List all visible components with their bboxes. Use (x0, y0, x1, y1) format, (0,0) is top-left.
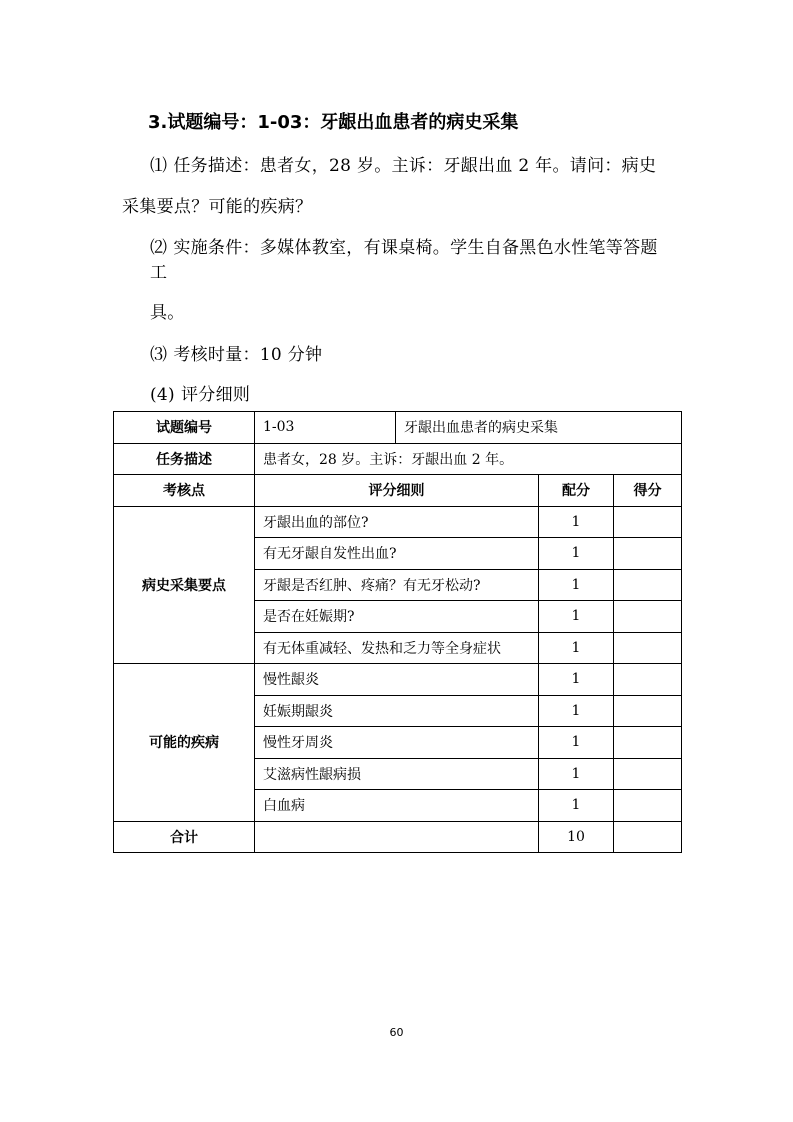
question-id-code: 1-03 (255, 412, 396, 444)
rule-text: 白血病 (255, 790, 539, 822)
task-number: ⑴ (150, 156, 168, 176)
rule-text: 是否在妊娠期? (255, 601, 539, 633)
task-description-line-2 (122, 192, 312, 217)
table-row (114, 506, 682, 538)
score-cell (614, 790, 682, 822)
total-label: 合计 (114, 821, 255, 853)
rules-number: (4) (150, 385, 175, 405)
task-label: 任务描述 (114, 443, 255, 475)
conditions-number: ⑵ (150, 238, 168, 258)
page-number: 60 (389, 1026, 404, 1039)
total-score: 10 (539, 821, 614, 853)
time-number: ⑶ (150, 345, 168, 365)
rule-text: 有无体重减轻、发热和乏力等全身症状 (255, 632, 539, 664)
header-got: 得分 (614, 475, 682, 507)
rule-score: 1 (539, 758, 614, 790)
rule-text: 有无牙龈自发性出血? (255, 538, 539, 570)
rule-score: 1 (539, 569, 614, 601)
rule-score: 1 (539, 727, 614, 759)
question-id-title: 牙龈出血患者的病史采集 (396, 412, 682, 444)
rule-score: 1 (539, 632, 614, 664)
rule-score: 1 (539, 601, 614, 633)
rule-text: 慢性牙周炎 (255, 727, 539, 759)
rule-score: 1 (539, 506, 614, 538)
task-text-1: 任务描述：患者女，28 岁。主诉：牙龈出血 2 年。请问：病史 (173, 156, 657, 176)
task-text-2: 采集要点？可能的疾病？ (122, 197, 313, 217)
score-cell (614, 695, 682, 727)
conditions-line-3 (150, 298, 185, 323)
rule-text: 牙龈是否红肿、疼痛？有无牙松动? (255, 569, 539, 601)
exam-time (150, 340, 322, 365)
conditions-line-2 (150, 258, 167, 283)
conditions-line-1 (150, 233, 658, 258)
row-total (114, 821, 682, 853)
group-name: 可能的疾病 (114, 664, 255, 822)
rule-score: 1 (539, 695, 614, 727)
scoring-rules-label (150, 380, 250, 405)
rule-text: 牙龈出血的部位? (255, 506, 539, 538)
conditions-text-1: 实施条件：多媒体教室，有课桌椅。学生自备黑色水性笔等答题 (173, 238, 658, 258)
header-score: 配分 (539, 475, 614, 507)
score-cell (614, 538, 682, 570)
score-cell (614, 506, 682, 538)
table-row (114, 664, 682, 696)
rules-text: 评分细则 (180, 385, 251, 405)
score-cell (614, 601, 682, 633)
rule-text: 慢性龈炎 (255, 664, 539, 696)
score-cell (614, 727, 682, 759)
conditions-text-2: 工 (150, 263, 168, 283)
rule-score: 1 (539, 664, 614, 696)
section-heading: 3.试题编号：1-03：牙龈出血患者的病史采集 (148, 112, 519, 133)
rule-text: 艾滋病性龈病损 (255, 758, 539, 790)
score-cell (614, 632, 682, 664)
group-name: 病史采集要点 (114, 506, 255, 664)
score-cell (614, 569, 682, 601)
score-cell (614, 758, 682, 790)
time-text: 考核时量：10 分钟 (173, 345, 323, 365)
score-cell (614, 664, 682, 696)
question-id-label: 试题编号 (114, 412, 255, 444)
rule-text: 妊娠期龈炎 (255, 695, 539, 727)
row-headers (114, 475, 682, 507)
header-rule: 评分细则 (255, 475, 539, 507)
scoring-table (113, 411, 682, 853)
conditions-text-3: 具。 (150, 303, 185, 323)
task-description-line-1 (150, 151, 656, 176)
task-text: 患者女，28 岁。主诉：牙龈出血 2 年。 (255, 443, 682, 475)
row-task-description (114, 443, 682, 475)
total-got-cell (614, 821, 682, 853)
rule-score: 1 (539, 790, 614, 822)
header-point: 考核点 (114, 475, 255, 507)
row-question-id (114, 412, 682, 444)
total-blank (255, 821, 539, 853)
rule-score: 1 (539, 538, 614, 570)
